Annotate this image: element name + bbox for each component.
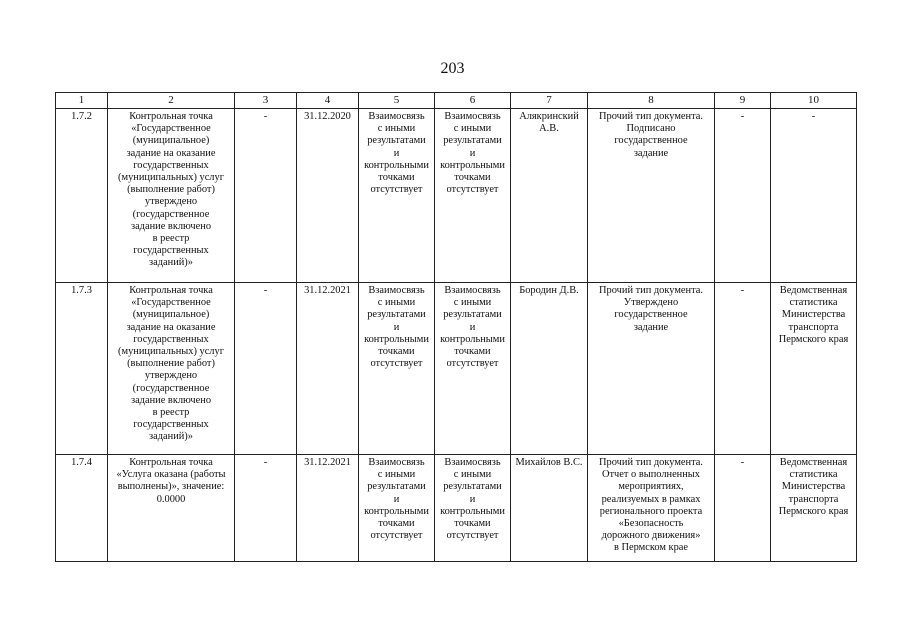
document-type: Прочий тип документа. Подписано государственное задание [588, 109, 715, 283]
column-header-2: 2 [108, 93, 235, 109]
column-header-8: 8 [588, 93, 715, 109]
info-system: - [771, 109, 857, 283]
start-date: - [235, 109, 297, 283]
successors: Взаимосвязь с иными результатами и контрольными точками отсутствует [435, 455, 511, 562]
level: - [715, 283, 771, 455]
start-date: - [235, 283, 297, 455]
column-header-4: 4 [297, 93, 359, 109]
control-point-name: Контрольная точка «Государственное (муниципальное) задание на оказание государственных (муниципальных) услуг (выполнение работ) утверждено (государственное задание включено в реестр государственных заданий)» [108, 283, 235, 455]
info-system: Ведомственная статистика Министерства транспорта Пермского края [771, 455, 857, 562]
end-date: 31.12.2021 [297, 283, 359, 455]
control-point-name: Контрольная точка «Услуга оказана (работы выполнены)», значение: 0.0000 [108, 455, 235, 562]
row-number: 1.7.3 [56, 283, 108, 455]
document-type: Прочий тип документа. Утверждено государственное задание [588, 283, 715, 455]
info-system: Ведомственная статистика Министерства транспорта Пермского края [771, 283, 857, 455]
column-header-7: 7 [511, 93, 588, 109]
column-header-5: 5 [359, 93, 435, 109]
successors: Взаимосвязь с иными результатами и контрольными точками отсутствует [435, 283, 511, 455]
end-date: 31.12.2020 [297, 109, 359, 283]
table-row [56, 109, 857, 283]
column-header-3: 3 [235, 93, 297, 109]
predecessors: Взаимосвязь с иными результатами и контрольными точками отсутствует [359, 283, 435, 455]
level: - [715, 455, 771, 562]
page-number: 203 [440, 60, 465, 77]
responsible-person: Бородин Д.В. [511, 283, 588, 455]
responsible-person: Михайлов В.С. [511, 455, 588, 562]
column-header-6: 6 [435, 93, 511, 109]
end-date: 31.12.2021 [297, 455, 359, 562]
control-point-name: Контрольная точка «Государственное (муниципальное) задание на оказание государственных (муниципальных) услуг (выполнение работ) утверждено (государственное задание включено в реестр государственных заданий)» [108, 109, 235, 283]
column-header-9: 9 [715, 93, 771, 109]
predecessors: Взаимосвязь с иными результатами и контрольными точками отсутствует [359, 109, 435, 283]
table-row [56, 455, 857, 562]
row-number: 1.7.4 [56, 455, 108, 562]
document-type: Прочий тип документа. Отчет о выполненных мероприятиях, реализуемых в рамках регионального проекта «Безопасность дорожного движения» в Пермском крае [588, 455, 715, 562]
column-header-10: 10 [771, 93, 857, 109]
table-row [56, 283, 857, 455]
column-header-1: 1 [56, 93, 108, 109]
row-number: 1.7.2 [56, 109, 108, 283]
start-date: - [235, 455, 297, 562]
control-points-table [55, 92, 857, 562]
level: - [715, 109, 771, 283]
table-header-row [56, 93, 857, 109]
successors: Взаимосвязь с иными результатами и контрольными точками отсутствует [435, 109, 511, 283]
responsible-person: Алякринский А.В. [511, 109, 588, 283]
predecessors: Взаимосвязь с иными результатами и контрольными точками отсутствует [359, 455, 435, 562]
